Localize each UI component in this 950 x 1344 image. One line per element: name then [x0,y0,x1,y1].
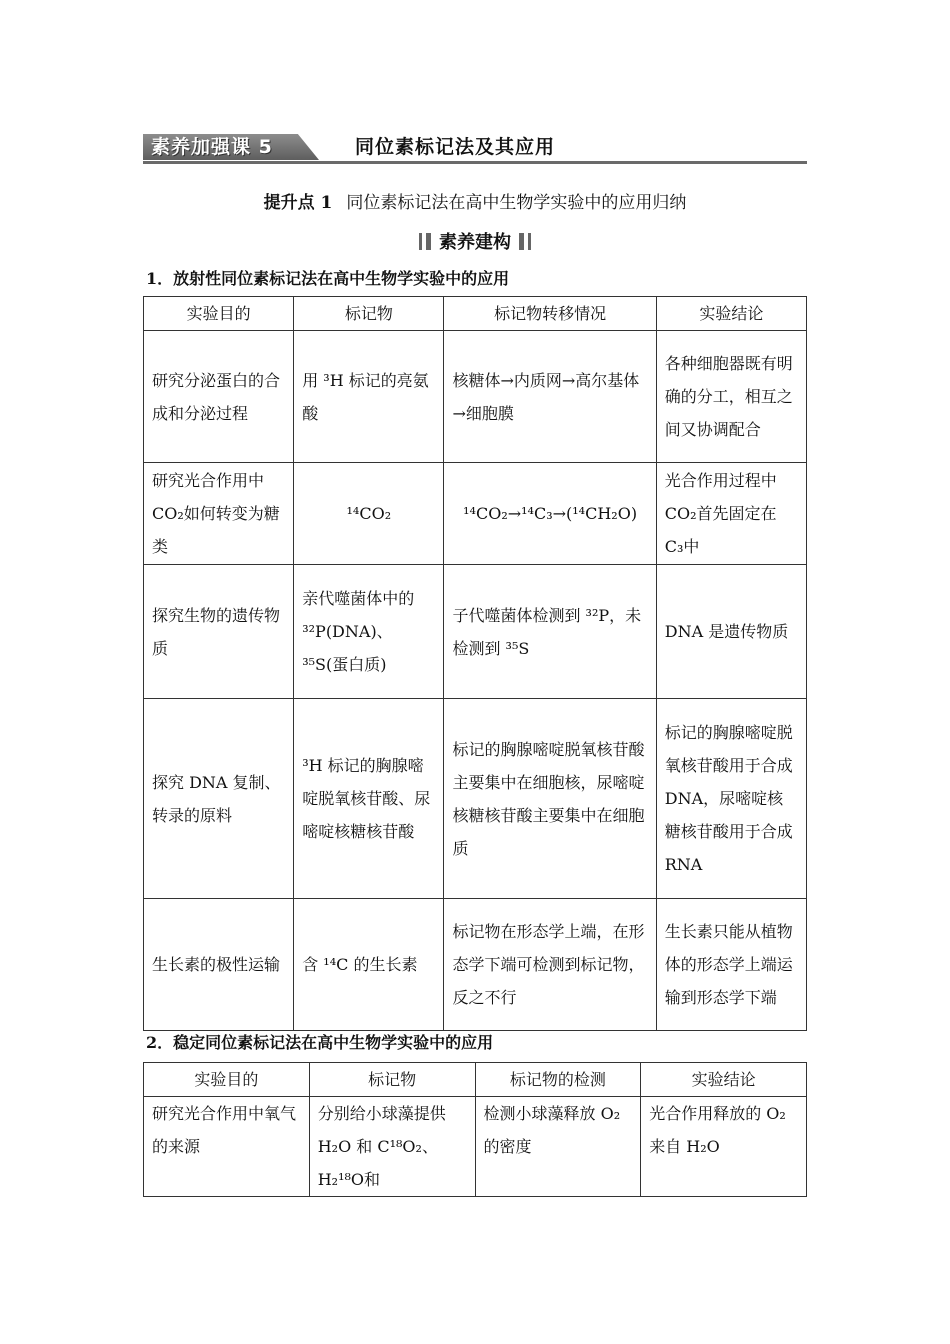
topic-heading [0,188,950,213]
column-header: 标记物 [309,1063,475,1097]
bar-deco-left-2 [426,233,431,250]
table-cell: 分别给小球藻提供 H₂O 和 C¹⁸O₂、H₂¹⁸O和 [309,1097,475,1197]
banner-underline [143,161,807,164]
lesson-title: 同位素标记法及其应用 [355,136,556,158]
table-cell: ¹⁴CO₂→¹⁴C₃→(¹⁴CH₂O) [444,463,656,565]
column-header: 标记物 [294,297,444,331]
table-cell: 标记物在形态学上端，在形态学下端可检测到标记物，反之不行 [444,899,656,1031]
table-cell: 探究生物的遗传物质 [144,565,294,699]
table-row [144,331,807,463]
table-cell: 生长素的极性运输 [144,899,294,1031]
column-header: 标记物转移情况 [444,297,656,331]
bar-deco-left [419,233,422,250]
section-label [0,228,950,254]
column-header: 实验目的 [144,297,294,331]
column-header: 实验结论 [656,297,806,331]
bar-deco-right-2 [528,233,531,250]
table-cell: 研究分泌蛋白的合成和分泌过程 [144,331,294,463]
column-header: 实验结论 [641,1063,807,1097]
table-cell: 子代噬菌体检测到 ³²P，未检测到 ³⁵S [444,565,656,699]
table-cell: 光合作用过程中 CO₂首先固定在 C₃中 [656,463,806,565]
table-row [144,1097,807,1197]
section1-heading: 1．放射性同位素标记法在高中生物学实验中的应用 [146,269,510,288]
table-cell: 标记的胸腺嘧啶脱氧核苷酸主要集中在细胞核，尿嘧啶核糖核苷酸主要集中在细胞质 [444,699,656,899]
table-row [144,463,807,565]
table-cell: 含 ¹⁴C 的生长素 [294,899,444,1031]
column-header: 实验目的 [144,1063,310,1097]
table-cell: 各种细胞器既有明确的分工，相互之间又协调配合 [656,331,806,463]
table-header-row [144,1063,807,1097]
radioactive-isotope-table [143,296,807,1031]
table-row [144,565,807,699]
table-cell: 研究光合作用中氧气的来源 [144,1097,310,1197]
table-header-row [144,297,807,331]
topic-label: 提升点 1 [263,193,333,213]
table-cell: ³H 标记的胸腺嘧啶脱氧核苷酸、尿嘧啶核糖核苷酸 [294,699,444,899]
table-cell: 研究光合作用中 CO₂如何转变为糖类 [144,463,294,565]
table-cell: 生长素只能从植物体的形态学上端运输到形态学下端 [656,899,806,1031]
table-cell: 检测小球藻释放 O₂的密度 [475,1097,641,1197]
banner-tab-label: 素养加强课 5 [151,136,273,158]
table-cell: ¹⁴CO₂ [294,463,444,565]
table-cell: 用 ³H 标记的亮氨酸 [294,331,444,463]
section-label-text: 素养建构 [439,232,511,253]
table-cell: 亲代噬菌体中的 ³²P(DNA)、³⁵S(蛋白质) [294,565,444,699]
table-row [144,699,807,899]
table-row [144,899,807,1031]
table-cell: 光合作用释放的 O₂来自 H₂O [641,1097,807,1197]
table-cell: 标记的胸腺嘧啶脱氧核苷酸用于合成 DNA，尿嘧啶核糖核苷酸用于合成 RNA [656,699,806,899]
lesson-banner [143,128,807,168]
table-cell: 核糖体→内质网→高尔基体→细胞膜 [444,331,656,463]
section2-heading: 2．稳定同位素标记法在高中生物学实验中的应用 [146,1033,494,1052]
topic-text: 同位素标记法在高中生物学实验中的应用归纳 [346,193,687,213]
bar-deco-right [519,233,524,250]
table-cell: 探究 DNA 复制、转录的原料 [144,699,294,899]
column-header: 标记物的检测 [475,1063,641,1097]
stable-isotope-table [143,1062,807,1197]
table-cell: DNA 是遗传物质 [656,565,806,699]
